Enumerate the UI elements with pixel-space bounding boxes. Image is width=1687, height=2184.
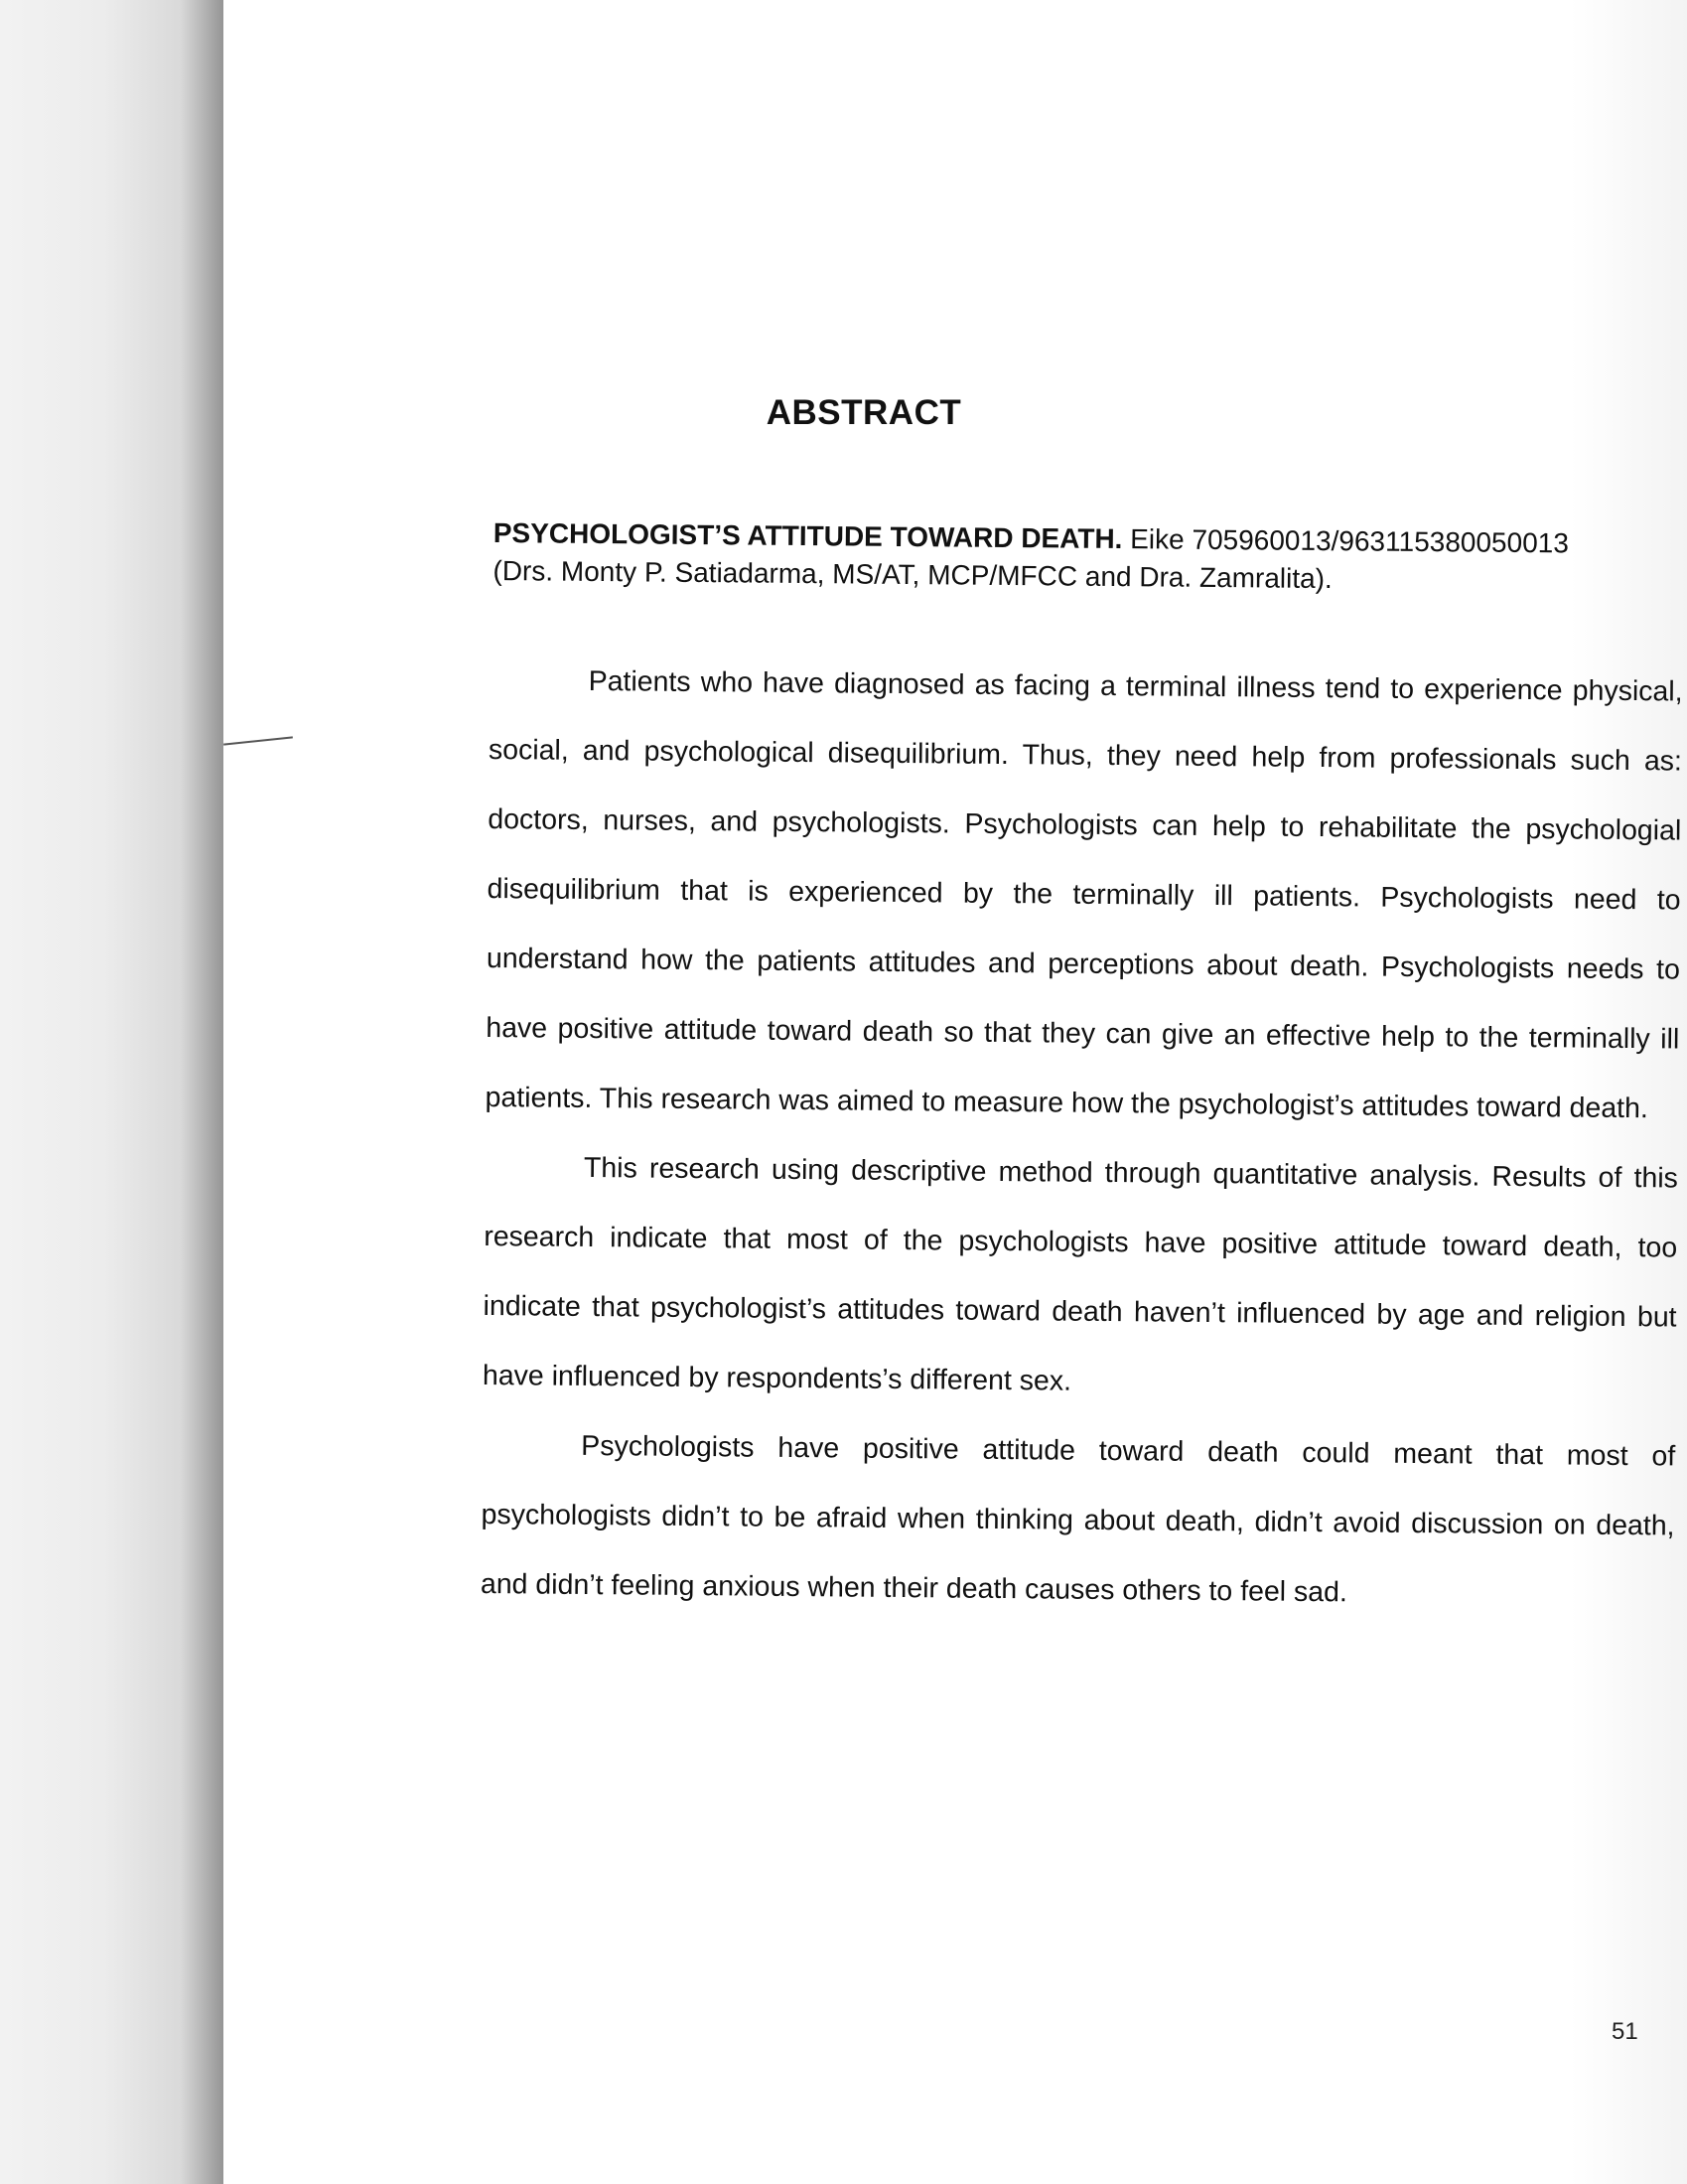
binding-shadow bbox=[0, 0, 258, 2184]
document-page bbox=[223, 0, 1687, 2184]
page-number: 51 bbox=[1612, 2018, 1638, 2045]
abstract-heading: ABSTRACT bbox=[766, 393, 962, 432]
margin-mark bbox=[223, 736, 293, 745]
paragraph-2: This research using descriptive method through quantitative analysis. Results of this research indicate that most of the psychologists have positive attitude toward death, too indicate that psychologist’s attitudes toward death haven’t influenced by age and religion but have influenced by respondents’s different sex. bbox=[482, 1151, 1679, 1397]
supervisors: (Drs. Monty P. Satiadarma, MS/AT, MCP/MFCC and Dra. Zamralita). bbox=[492, 554, 1333, 595]
paragraph-3: Psychologists have positive attitude toward death could meant that most of psychologists didn’t to be afraid when thinking about death, didn’t avoid discussion on death, and didn’t feeling anxious when their death causes others to feel sad. bbox=[480, 1429, 1676, 1609]
thesis-title: PSYCHOLOGIST’S ATTITUDE TOWARD DEATH. bbox=[492, 516, 1123, 555]
abstract-body bbox=[481, 646, 1683, 1630]
author-id: Eike 705960013/963115380050013 bbox=[1122, 523, 1570, 559]
paragraph-1: Patients who have diagnosed as facing a terminal illness tend to experience physical, social, and psychological disequilibrium. Thus, they need help from professionals such as: doctors, nurses, and psychologists. Psychologists can help to rehabilitate the psychologial disequilibrium that is experienced by the terminally ill patients. Psychologists need to understand how the patients attitudes and perceptions about death. Psychologists needs to have positive attitude toward death so that they can give an effective help to the terminally ill patients. This research was aimed to measure how the psychologist’s attitudes toward death. bbox=[485, 664, 1683, 1125]
title-block bbox=[492, 514, 1685, 602]
